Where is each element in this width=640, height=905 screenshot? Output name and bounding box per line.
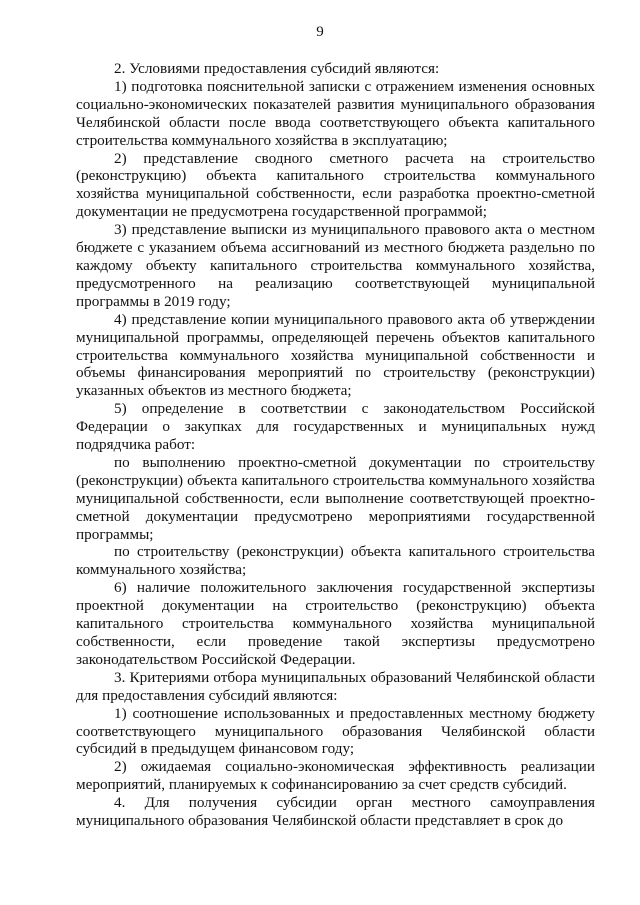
paragraph-criteria-heading: 3. Критериями отбора муниципальных образований Челябинской области для предоставления субсидий являются:	[76, 668, 595, 704]
page-number: 9	[316, 24, 324, 40]
paragraph-condition-4: 4) представление копии муниципального правового акта об утверждении муниципальной программы, определяющей перечень объектов капитального строительства коммунального хозяйства муниципальной собственности и объемы финансирования мероприятий по строительству (реконструкции) указанных объектов из местного бюджета;	[76, 310, 595, 400]
paragraph-condition-6: 6) наличие положительного заключения государственной экспертизы проектной документации на строительство (реконструкцию) объекта капитального строительства коммунального хозяйства муниципальной собственности, если проведение такой экспертизы предусмотрено законодательством Российской Федерации.	[76, 579, 595, 668]
paragraph-condition-2: 2) представление сводного сметного расчета на строительство (реконструкцию) объекта капитального строительства коммунального хозяйства муниципальной собственности, если разработка проектно-сметной документации не предусмотрена государственной программой;	[76, 149, 595, 221]
paragraph-condition-5: 5) определение в соответствии с законодательством Российской Федерации о закупках для государственных и муниципальных нужд подрядчика работ:	[76, 400, 595, 454]
paragraph-application: 4. Для получения субсидии орган местного самоуправления муниципального образования Челябинской области представляет в срок до	[76, 794, 595, 830]
paragraph-condition-5-construction: по строительству (реконструкции) объекта капитального строительства коммунального хозяйства;	[76, 543, 595, 579]
paragraph-condition-5-design: по выполнению проектно-сметной документации по строительству (реконструкции) объекта капитального строительства коммунального хозяйства муниципальной собственности, если выполнение соответствующей проектно-сметной документации предусмотрено мероприятиями государственной программы;	[76, 453, 595, 543]
paragraph-condition-3: 3) представление выписки из муниципального правового акта о местном бюджете с указанием объема ассигнований из местного бюджета раздельно по каждому объекту капитального строительства коммунального хозяйства, предусмотренного на реализацию соответствующей муниципальной программы в 2019 году;	[76, 221, 595, 310]
paragraph-condition-1: 1) подготовка пояснительной записки с отражением изменения основных социально-экономических показателей развития муниципального образования Челябинской области после ввода соответствующего объекта капитального строительства коммунального хозяйства в эксплуатацию;	[76, 77, 595, 149]
paragraph-criterion-1: 1) соотношение использованных и предоставленных местному бюджету соответствующего муниципального образования Челябинской области субсидий в предыдущем финансовом году;	[76, 704, 595, 758]
document-body	[76, 60, 595, 830]
paragraph-criterion-2: 2) ожидаемая социально-экономическая эффективность реализации мероприятий, планируемых к софинансированию за счет средств субсидий.	[76, 758, 595, 794]
paragraph-conditions-heading: 2. Условиями предоставления субсидий являются:	[114, 60, 440, 77]
